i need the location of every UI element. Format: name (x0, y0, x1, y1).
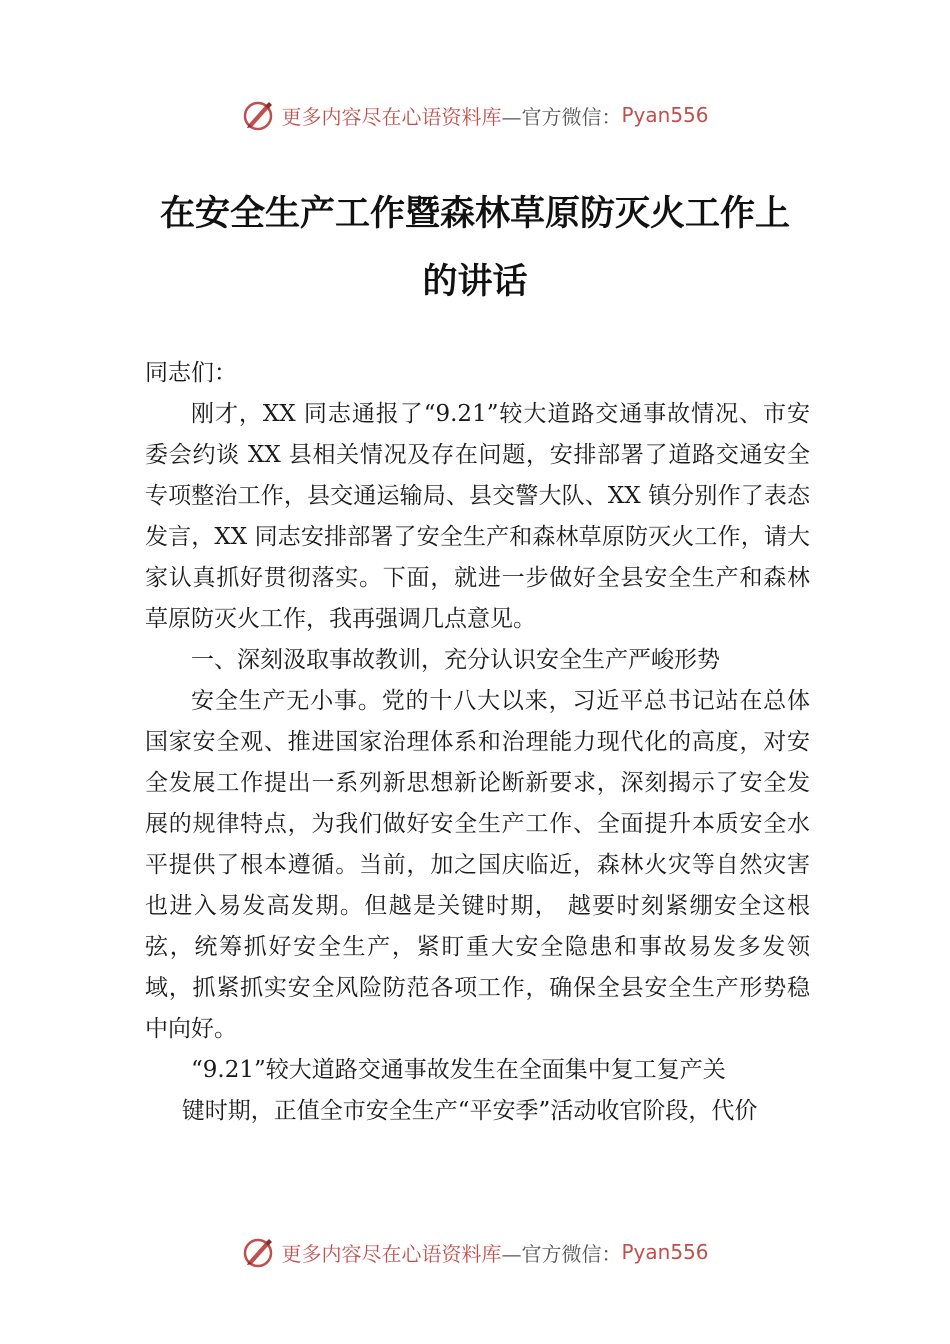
watermark-footer (0, 1232, 950, 1272)
document-body (145, 353, 810, 1132)
paragraph: 刚才，XX 同志通报了“9.21”较大道路交通事故情况、市安委会约谈 XX 县相关情况及存在问题，安排部署了道路交通安全专项整治工作，县交通运输局、县交警大队、XX 镇分别作了表态发言，XX 同志安排部署了安全生产和森林草原防灭火工作，请大家认真抓好贯彻落实。下面，就进一步做好全县安全生产和森林草原防灭火工作，我再强调几点意见。 (145, 401, 810, 632)
watermark-separator: —官方微信： (501, 104, 622, 129)
paragraph-line: 键时期，正值全市安全生产“平安季”活动收官阶段，代价 (181, 1098, 758, 1124)
watermark-header (0, 95, 950, 135)
salutation: 同志们： (145, 360, 237, 386)
watermark-wechat-id: Pyan556 (621, 103, 709, 127)
paragraph-line: “9.21”较大道路交通事故发生在全面集中复工复产关 (191, 1057, 726, 1083)
document-title-line1: 在安全生产工作暨森林草原防灭火工作上 (159, 193, 790, 234)
watermark-brand: 更多内容尽在心语资料库 (281, 1241, 502, 1266)
pen-seal-icon (241, 98, 275, 132)
pen-seal-icon (241, 1235, 275, 1269)
watermark-brand: 更多内容尽在心语资料库 (281, 104, 502, 129)
paragraph: 安全生产无小事。党的十八大以来，习近平总书记站在总体国家安全观、推进国家治理体系和治理能力现代化的高度，对安全发展工作提出一系列新思想新论断新要求，深刻揭示了安全发展的规律特点，为我们做好安全生产工作、全面提升本质安全水平提供了根本遵循。当前，加之国庆临近，森林火灾等自然灾害也进入易发高发期。但越是关键时期， 越要时刻紧绷安全这根弦，统筹抓好安全生产，紧盯重大安全隐患和事故易发多发领域，抓紧抓实安全风险防范各项工作，确保全县安全生产形势稳中向好。 (145, 688, 810, 1042)
document-title-line2: 的讲话 (422, 261, 528, 302)
watermark-separator: —官方微信： (501, 1241, 622, 1266)
watermark-wechat-id: Pyan556 (621, 1240, 709, 1264)
section-heading: 一、深刻汲取事故教训，充分认识安全生产严峻形势 (191, 647, 720, 673)
